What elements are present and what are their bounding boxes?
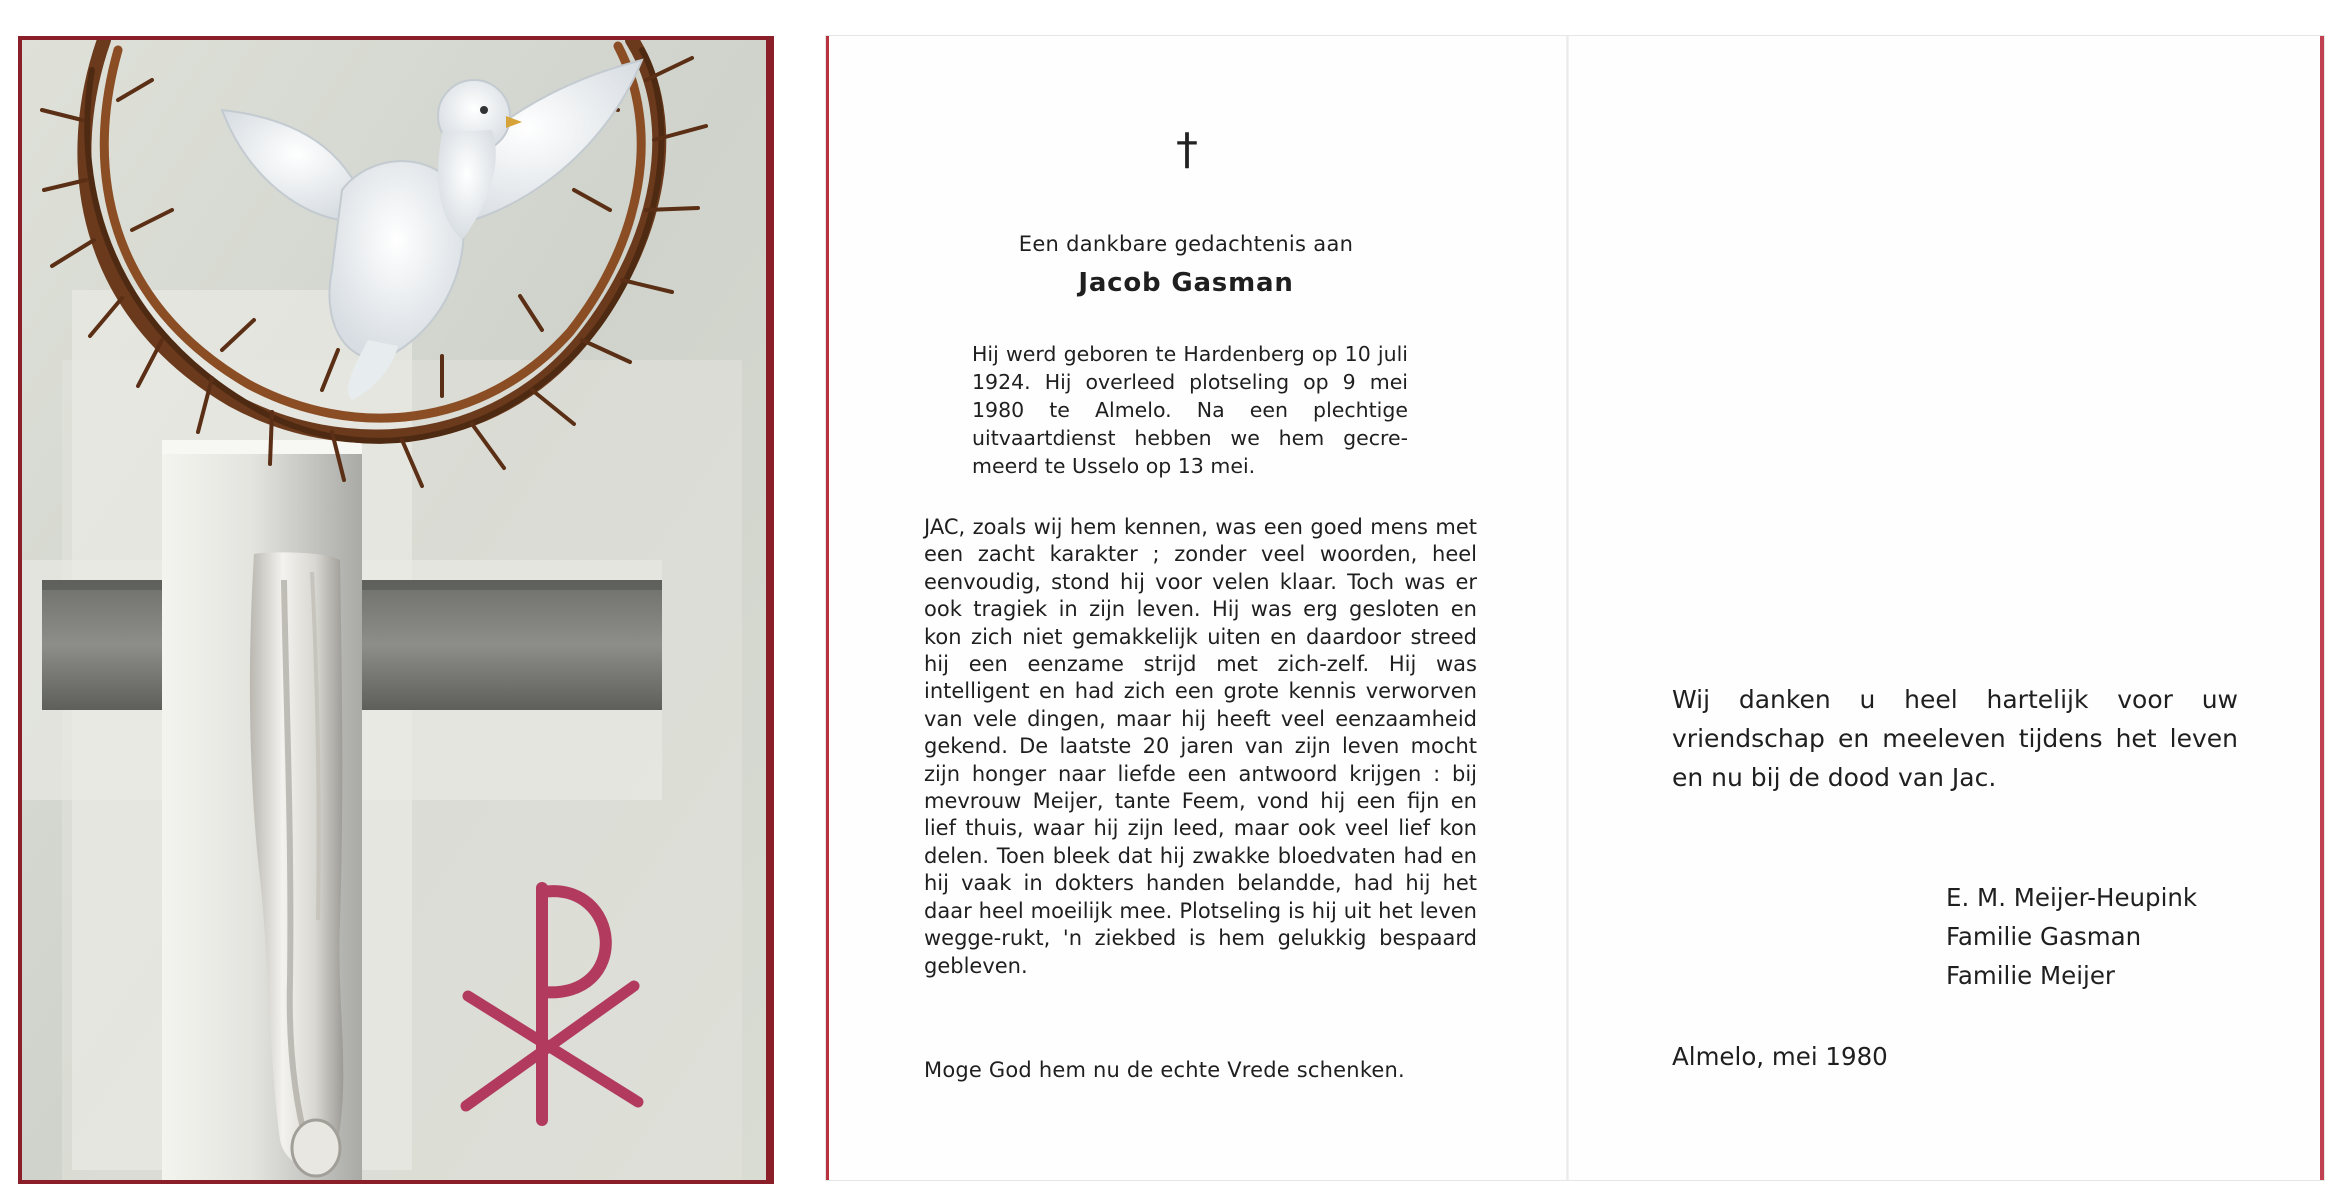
- thanks-paragraph: [1672, 680, 2238, 797]
- card-fold: [1566, 36, 1569, 1180]
- closing-blessing: Moge God hem nu de echte Vrede schenken.: [924, 1058, 1405, 1082]
- remembrance-intro: Een dankbare gedachtenis aan: [1018, 232, 1354, 256]
- life-story-text: JAC, zoals wij hem kennen, was een goed mens met een zacht karakter ; zonder veel woorden, heel eenvoudig, stond hij voor velen klaar. Toch was er ook tragiek in zijn leven. Hij was erg gesloten en kon zich niet gemakkelijk uiten en daardoor streed hij een eenzame strijd met zich-zelf. Hij was intelligent en had zich een grote kennis verworven van vele dingen, maar hij heeft veel eenzaamheid gekend. De laatste 20 jaren van zijn leven mocht zijn honger naar liefde een antwoord krijgen : bij mevrouw Meijer, tante Feem, vond hij een fijn en lief thuis, waar hij zijn leed, maar ook veel lief kon delen. Toen bleek dat hij zwakke bloedvaten had en hij vaak in dokters handen belandde, had hij het daar heel moeilijk mee. Plotseling is hij uit het leven wegge-rukt, 'n ziekbed is hem gelukkig bespaard gebleven.: [924, 515, 1477, 978]
- cross-symbol: †: [1176, 124, 1198, 175]
- front-card: [18, 36, 774, 1184]
- signature-line: E. M. Meijer-Heupink: [1946, 883, 2198, 912]
- signature-line: Familie Gasman: [1946, 922, 2142, 951]
- card-edge: [2320, 36, 2324, 1180]
- biography-text: Hij werd geboren te Hardenberg op 10 juli 1924. Hij overleed plotseling op 9 mei 1980 te Almelo. Na een plechtige uitvaartdienst hebben we hem gecre-meerd te Usselo op 13 mei.: [972, 342, 1408, 478]
- deceased-name: Jacob Gasman: [1078, 268, 1294, 298]
- inner-card: [826, 36, 2324, 1180]
- place-and-date: Almelo, mei 1980: [1672, 1042, 1888, 1071]
- thanks-text: Wij danken u heel hartelijk voor uw vriendschap en meeleven tijdens het leven en nu bij de dood van Jac.: [1672, 685, 2238, 792]
- memorial-illustration: [22, 40, 766, 1180]
- signature-line: Familie Meijer: [1946, 961, 2115, 990]
- life-story-paragraph: [924, 514, 1477, 980]
- biography-paragraph: [972, 340, 1408, 480]
- signature-list: [1946, 878, 2286, 995]
